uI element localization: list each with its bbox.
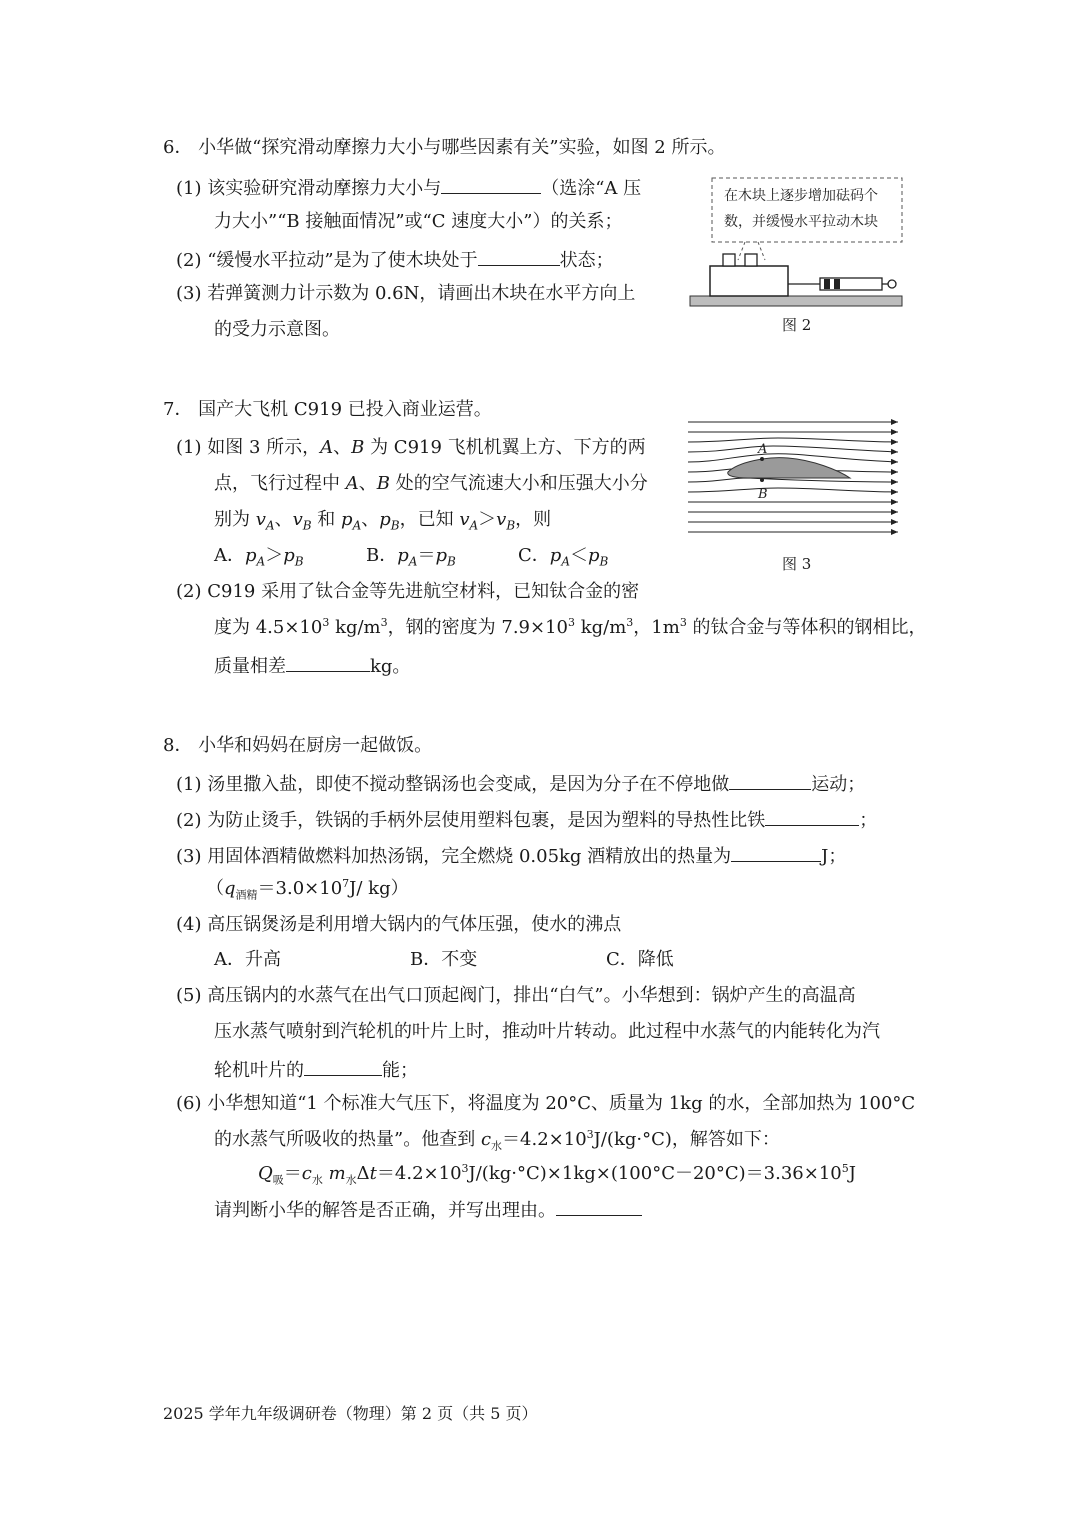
q6-stem: 6． 小华做“探究滑动摩擦力大小与哪些因素有关”实验，如图 2 所示。 <box>163 137 726 158</box>
q8-part6-question: 请判断小华的解答是否正确，并写出理由。 <box>214 1197 642 1222</box>
option-b[interactable]: B．$p_A=p_B$ <box>366 545 456 569</box>
q6-part2 <box>176 247 614 272</box>
q7-options <box>214 545 608 567</box>
figure-2-caption: 图 2 <box>782 316 812 334</box>
note-text-1: 在木块上逐步增加砝码个 <box>724 188 878 204</box>
q8-part3: (3) 用固体酒精做燃料加热汤锅，完全燃烧 0.05kg 酒精放出的热量为 J； <box>176 843 846 868</box>
note-text-2: 数，并缓慢水平拉动木块 <box>724 214 878 230</box>
point-b <box>760 478 764 482</box>
figure-2 <box>690 170 920 320</box>
weight-1 <box>723 254 735 266</box>
q6-part1-line2: 力大小”“B 接触面情况”或“C 速度大小”）的关系； <box>214 211 623 232</box>
q7-part1-line2: 点，飞行过程中 A、B 处的空气流速大小和压强大小分 <box>214 473 648 494</box>
q8-part4: (4) 高压锅煲汤是利用增大锅内的气体压强，使水的沸点 <box>176 914 622 935</box>
q8-part1: (1) 汤里撒入盐，即使不搅动整锅汤也会变咸，是因为分子在不停地做 运动； <box>176 771 865 796</box>
q8-part5-line2: 压水蒸气喷射到汽轮机的叶片上时，推动叶片转动。此过程中水蒸气的内能转化为汽 <box>214 1021 880 1042</box>
q8-formula: $Q_吸=c_水$ $m_水\Delta t=4.2\times 10^3J/(kg\cdot^\circ C)\times 1kg\times(100^\circ C-20^\circ C)=3.36\times 10^5J$ <box>258 1162 856 1187</box>
q6-part3-line2: 的受力示意图。 <box>214 319 340 340</box>
answer-blank[interactable] <box>729 771 811 790</box>
answer-blank[interactable] <box>556 1197 642 1216</box>
spring-scale-marker <box>824 279 830 289</box>
q7-part2-line3: 质量相差 kg。 <box>214 653 410 678</box>
table-surface <box>690 296 902 306</box>
label-b: B <box>758 487 768 502</box>
q8-part2: (2) 为防止烫手，铁锅的手柄外层使用塑料包裹，是因为塑料的导热性比铁 ； <box>176 807 877 832</box>
answer-blank[interactable] <box>286 653 370 672</box>
q7-part2-line1: (2) C919 采用了钛合金等先进航空材料，已知钛合金的密 <box>176 581 640 602</box>
q6-p2-text: (2) “缓慢水平拉动”是为了使木块处于 <box>176 250 478 271</box>
q7-part1-line3: 别为 $v_A$、$v_B$ 和 $p_A$、$p_B$，已知 $v_A>v_B$，则 <box>214 509 552 533</box>
spring-scale-marker <box>834 279 840 289</box>
q8-part4-options <box>214 949 674 971</box>
answer-blank[interactable] <box>478 247 560 266</box>
spring-scale-ring <box>888 280 896 288</box>
point-a <box>760 457 764 461</box>
option-b[interactable]: B．不变 <box>410 949 478 970</box>
q7-stem: 7． 国产大飞机 C919 已投入商业运营。 <box>163 399 492 420</box>
figure-3-caption: 图 3 <box>782 555 812 573</box>
option-c[interactable]: C．$p_A<p_B$ <box>518 545 609 569</box>
q8-part3-constant: （$q_{酒精}=3.0\times 10^7J/$ kg） <box>206 877 409 902</box>
q6-p1-text: (1) 该实验研究滑动摩擦力大小与 <box>176 178 442 199</box>
answer-blank[interactable] <box>441 175 541 194</box>
answer-blank[interactable] <box>765 807 859 826</box>
q8-stem: 8． 小华和妈妈在厨房一起做饭。 <box>163 735 433 756</box>
q6-part1-line1 <box>176 175 641 200</box>
q8-part6-line2: 的水蒸气所吸收的热量”。他查到 $c_水=4.2\times 10^3J/(kg\cdot^\circ C)$，解答如下： <box>214 1128 780 1153</box>
weight-2 <box>745 254 757 266</box>
q6-p2-end: 状态； <box>559 250 614 271</box>
q8-part5-line3: 轮机叶片的 能； <box>214 1057 418 1082</box>
q6-p1-choice: （选涂“A 压 <box>541 178 642 199</box>
label-a: A <box>758 442 768 457</box>
option-a[interactable]: A．升高 <box>214 949 281 970</box>
q8-part6-line1: (6) 小华想知道“1 个标准大气压下，将温度为 20°C、质量为 1kg 的水，全部加热为 100°C <box>176 1093 916 1114</box>
figure-3 <box>688 418 898 548</box>
wing-airfoil <box>728 458 850 478</box>
answer-blank[interactable] <box>304 1057 382 1076</box>
q8-part5-line1: (5) 高压锅内的水蒸气在出气口顶起阀门，排出“白气”。小华想到：锅炉产生的高温高 <box>176 985 856 1006</box>
page-footer: 2025 学年九年级调研卷（物理）第 2 页（共 5 页） <box>163 1404 538 1423</box>
answer-blank[interactable] <box>731 843 821 862</box>
q7-part1-line1: (1) 如图 3 所示，A、B 为 C919 飞机机翼上方、下方的两 <box>176 437 646 458</box>
wood-block <box>710 266 788 296</box>
option-c[interactable]: C．降低 <box>606 949 674 970</box>
option-a[interactable]: A．$p_A>p_B$ <box>214 545 304 569</box>
q6-part3-line1: (3) 若弹簧测力计示数为 0.6N，请画出木块在水平方向上 <box>176 283 636 304</box>
q7-part2-line2: 度为 $4.5\times 10^3$ $kg/m^3$，钢的密度为 $7.9\times 10^3$ $kg/m^3$，$1m^3$ 的钛合金与等体积的钢相比， <box>214 616 927 638</box>
